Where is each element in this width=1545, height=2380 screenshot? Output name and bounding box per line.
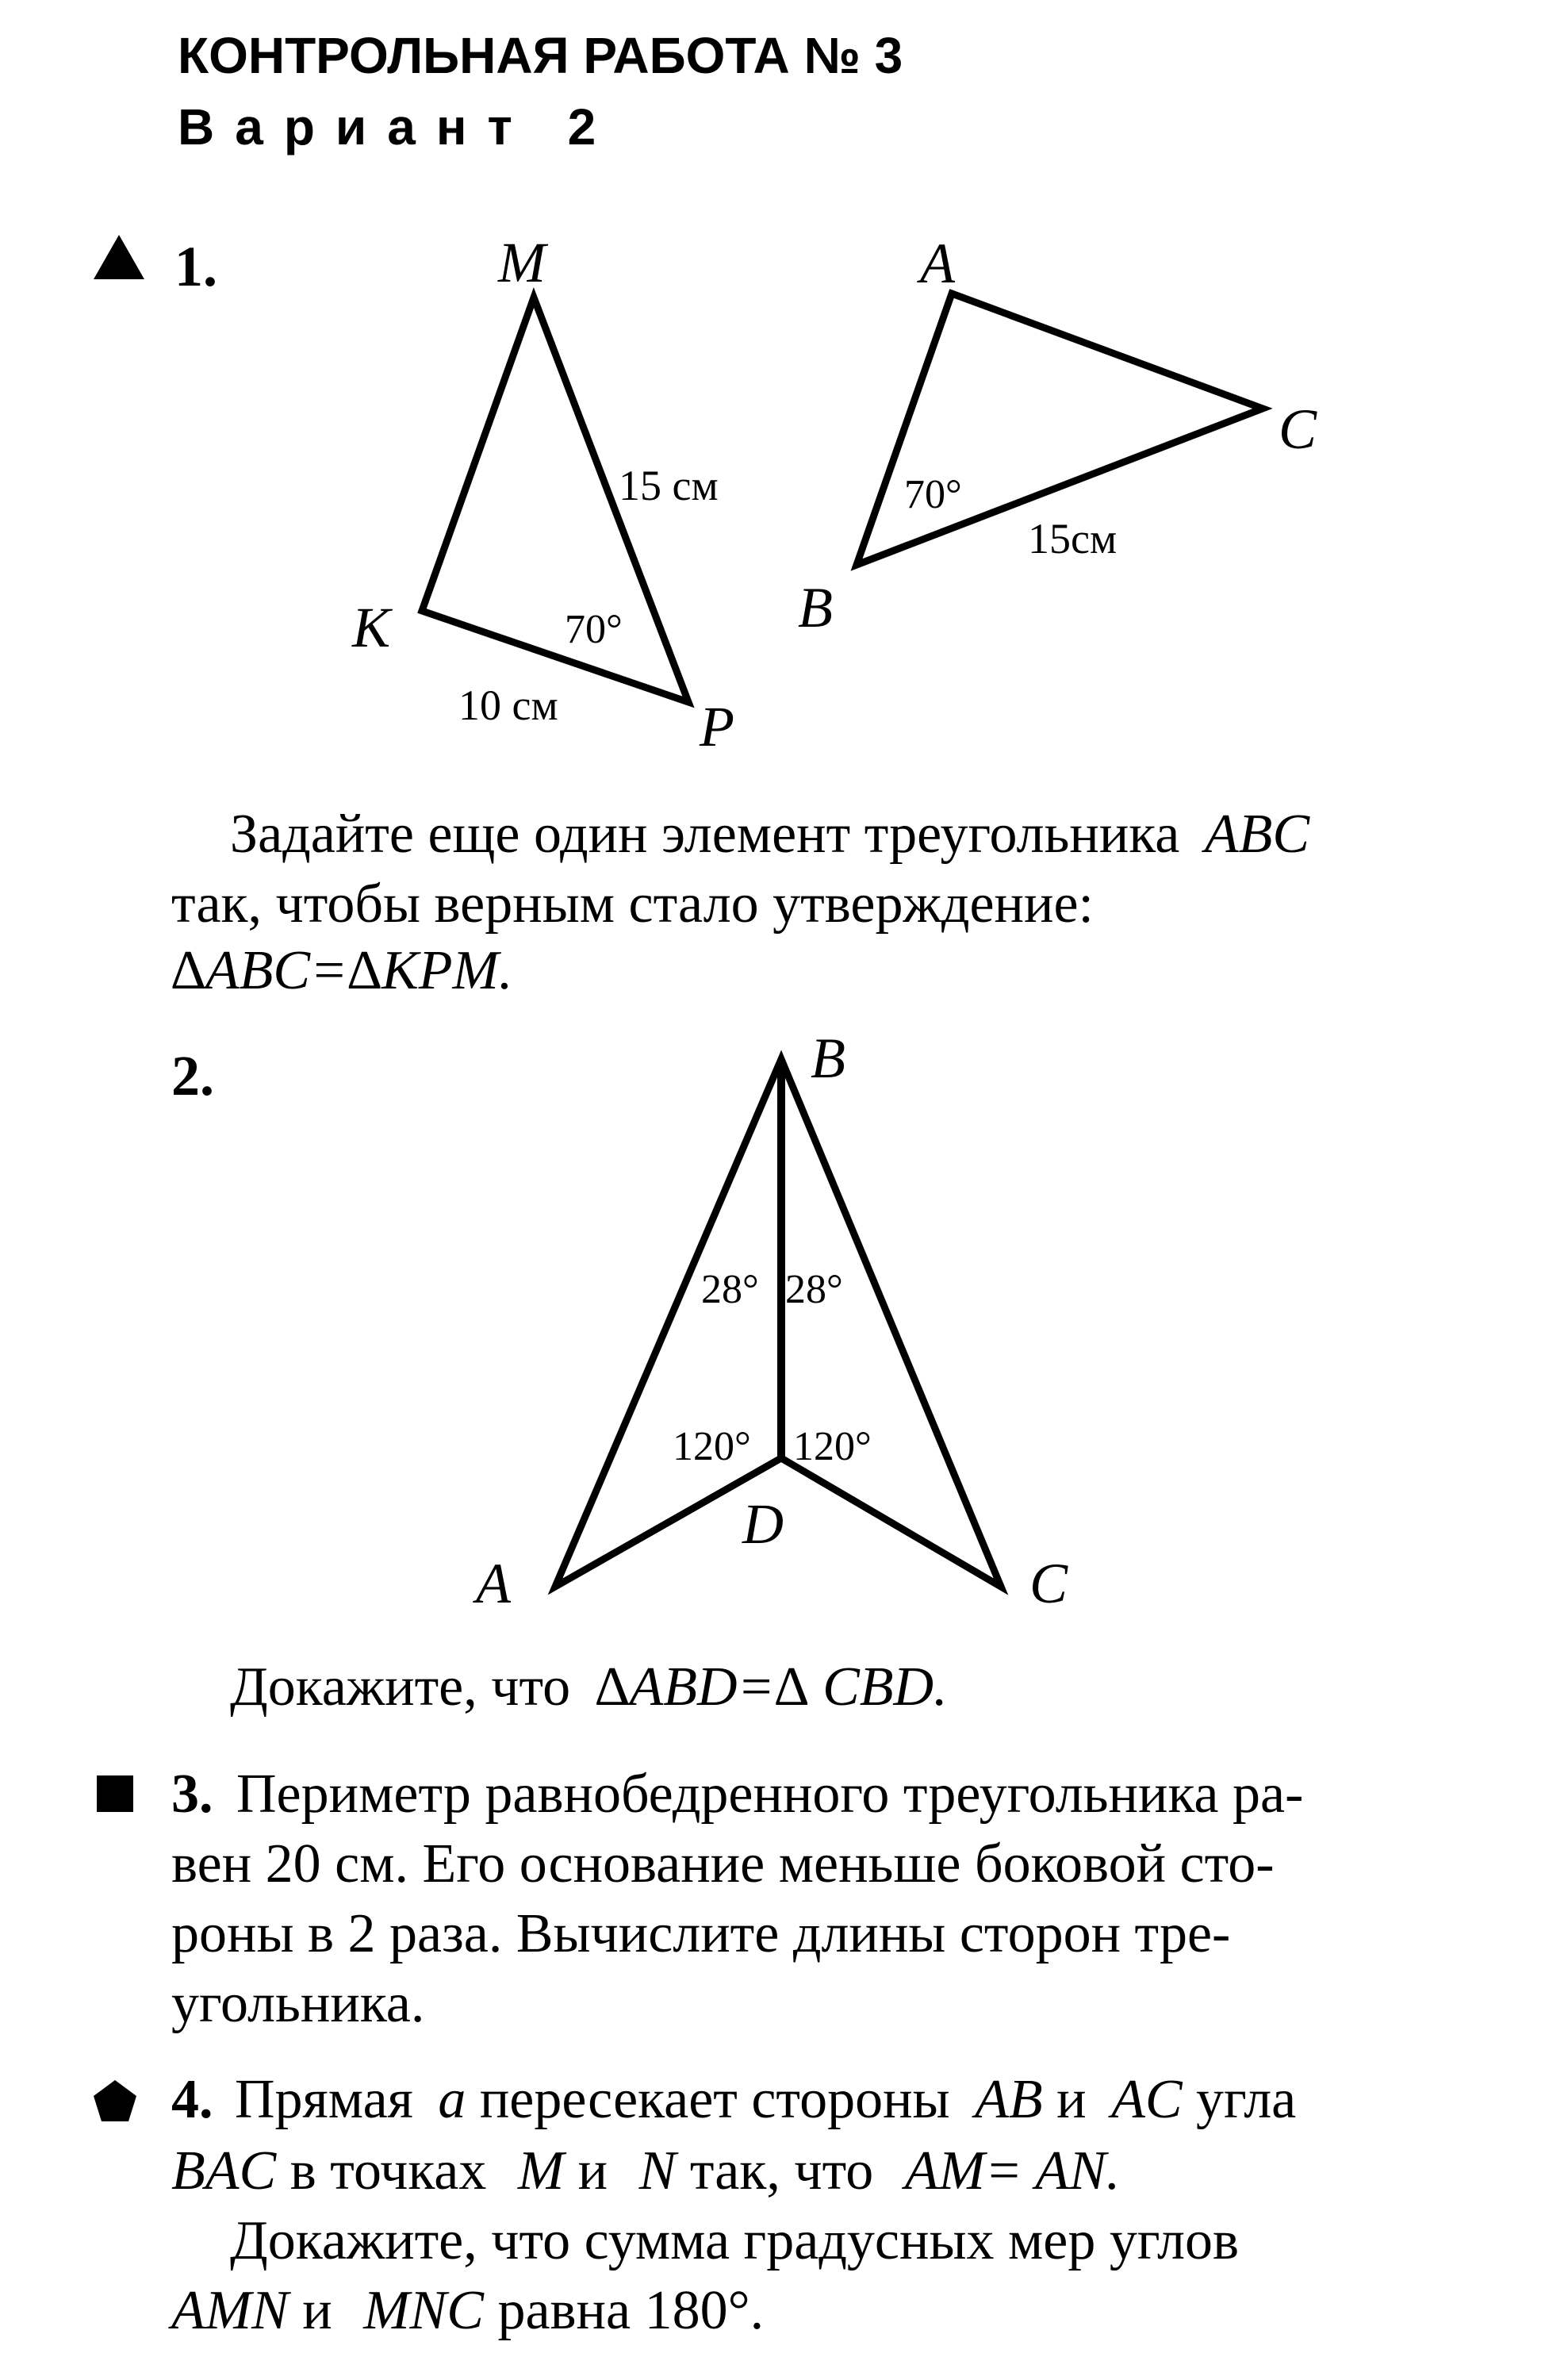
- label-p: P: [700, 695, 734, 758]
- task4-line1: 4. Прямая a пересекает стороны AB и AC угла: [171, 2069, 1297, 2130]
- label-c-1: C: [1279, 397, 1317, 461]
- label-angle-abd: 28°: [701, 1267, 759, 1312]
- label-c-2: C: [1029, 1552, 1068, 1615]
- label-angle-p: 70°: [565, 607, 623, 652]
- task3-line3: роны в 2 раза. Вычислите длины сторон тре-: [171, 1903, 1231, 1964]
- task3-line1: 3. Периметр равнобедренного треугольника ра-: [171, 1764, 1304, 1825]
- task3-line4: угольника.: [171, 1973, 425, 2034]
- label-angle-cdb: 120°: [793, 1424, 872, 1469]
- label-m: M: [498, 231, 546, 294]
- label-kp-length: 10 см: [458, 681, 558, 729]
- label-angle-b: 70°: [904, 472, 962, 517]
- label-a-1: A: [920, 232, 955, 295]
- task4-line4: AMN и MNC равна 180°.: [171, 2280, 765, 2341]
- task1-text-line3: ∆ABC=∆KPM.: [171, 940, 513, 1001]
- task1-text-line2: так, чтобы верным стало утверждение:: [171, 873, 1094, 935]
- task4-number: 4.: [171, 2069, 213, 2130]
- task1-number: 1.: [174, 235, 217, 298]
- label-d-2: D: [742, 1492, 784, 1556]
- task4-line2: BAC в точках M и N так, что AM= AN.: [171, 2140, 1121, 2202]
- label-bc-length: 15см: [1028, 515, 1118, 562]
- task3-line2: вен 20 см. Его основание меньше боковой сто-: [171, 1833, 1275, 1894]
- label-b-2: B: [811, 1027, 845, 1090]
- label-mp-length: 15 см: [619, 462, 719, 509]
- label-angle-adb: 120°: [673, 1424, 751, 1469]
- task2-text: Докажите, что ∆ABD=∆ CBD.: [230, 1656, 948, 1718]
- label-angle-cbd: 28°: [785, 1267, 843, 1312]
- task4-line3: Докажите, что сумма градусных мер углов: [230, 2210, 1239, 2271]
- page-title: КОНТРОЛЬНАЯ РАБОТА № 3: [178, 27, 903, 84]
- label-k: K: [352, 596, 391, 659]
- label-b-1: B: [798, 576, 833, 639]
- label-a-2: A: [476, 1552, 511, 1615]
- task1-text-line1: Задайте еще один элемент треугольника ABC: [230, 804, 1310, 865]
- variant-title: Вариант 2: [178, 98, 617, 155]
- task2-number: 2.: [171, 1044, 214, 1107]
- task3-number: 3.: [171, 1764, 213, 1825]
